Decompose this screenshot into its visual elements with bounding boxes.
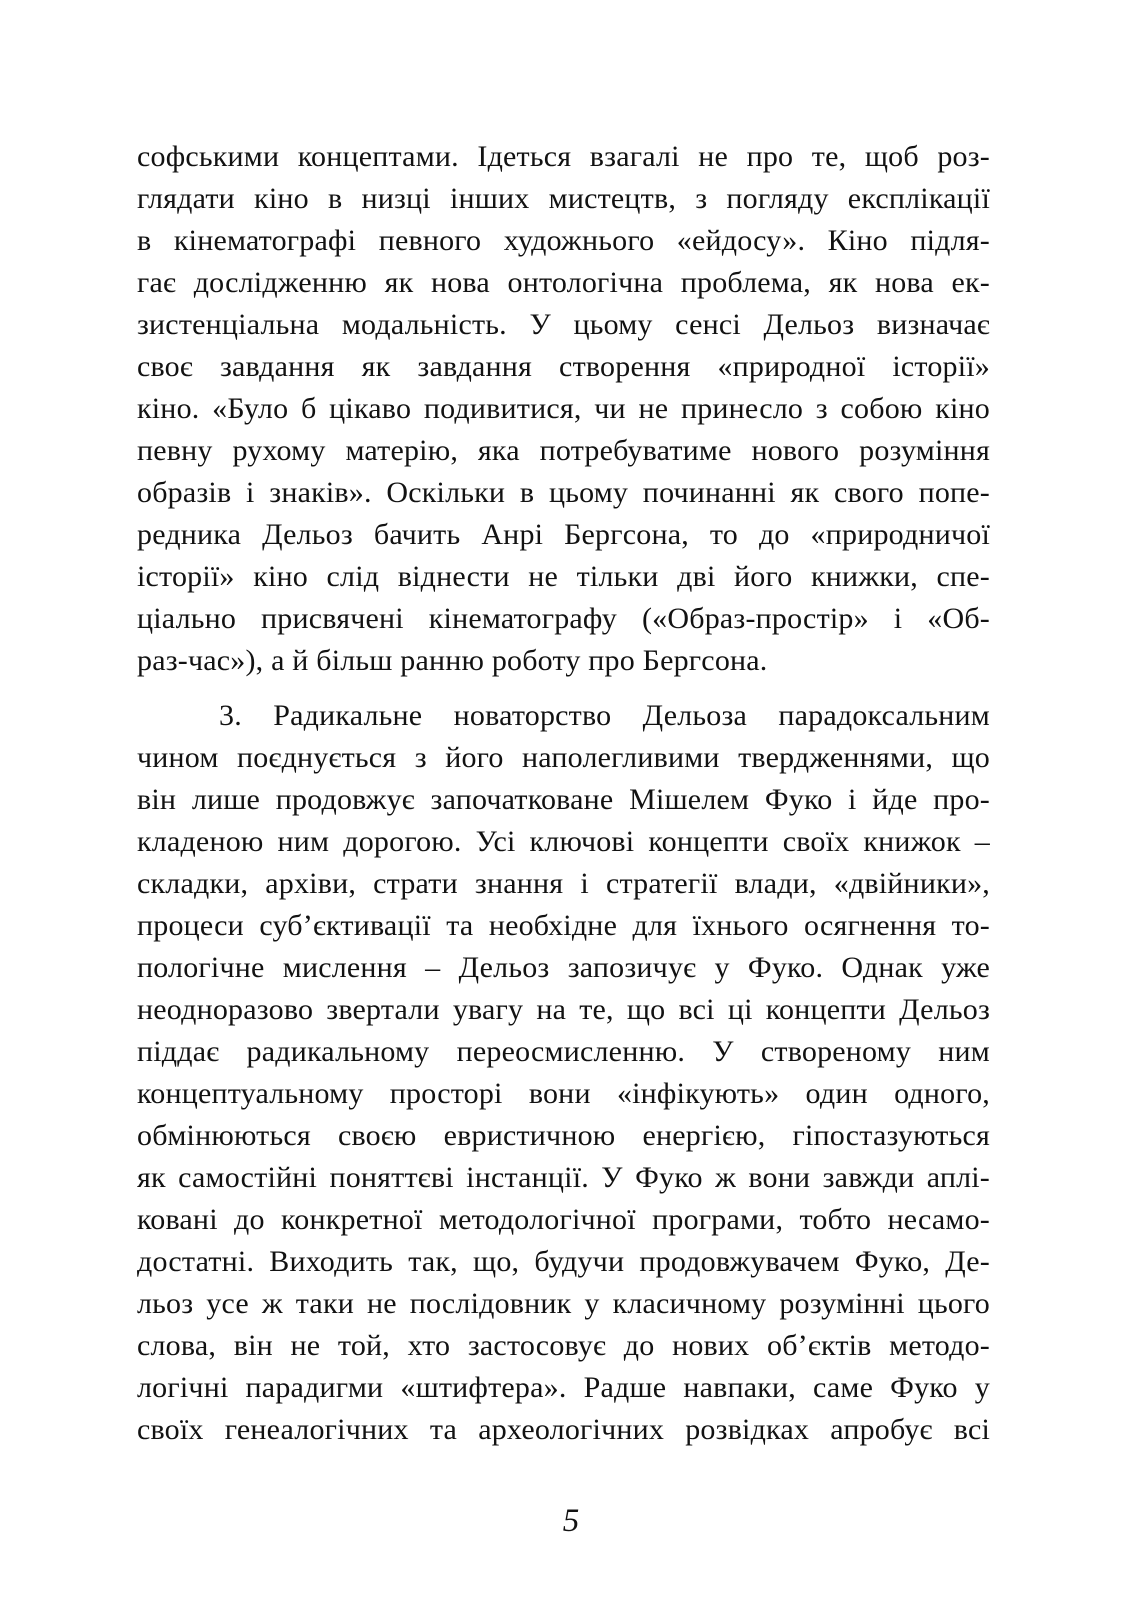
- text-line: достатні. Виходить так, що, будучи продовжувачем Фуко, Де-: [137, 1245, 990, 1278]
- text-line: складки, архіви, страти знання і стратегії влади, «двійники»,: [137, 867, 990, 900]
- paragraph-1: [137, 136, 990, 682]
- text-line: ковані до конкретної методологічної програми, тобто несамо-: [137, 1203, 990, 1236]
- text-line: гає дослідженню як нова онтологічна проблема, як нова ек-: [137, 266, 990, 299]
- text-line: кіно. «Було б цікаво подивитися, чи не принесло з собою кіно: [137, 392, 990, 425]
- text-line: зистенціальна модальність. У цьому сенсі Дельоз визначає: [137, 308, 990, 341]
- text-line: пологічне мислення – Дельоз запозичує у Фуко. Однак уже: [137, 951, 990, 984]
- text-line: піддає радикальному переосмисленню. У створеному ним: [137, 1035, 990, 1068]
- text-line: концептуальному просторі вони «інфікують» один одного,: [137, 1077, 990, 1110]
- paragraph-2: [137, 695, 990, 1451]
- text-line: глядати кіно в низці інших мистецтв, з погляду експлікації: [137, 182, 990, 215]
- text-line: в кінематографі певного художнього «ейдосу». Кіно підля-: [137, 224, 990, 257]
- text-line: 3. Радикальне новаторство Дельоза парадоксальним: [219, 699, 990, 732]
- text-line: ціально присвячені кінематографу («Образ-простір» і «Об-: [137, 602, 990, 635]
- text-line: кладеною ним дорогою. Усі ключові концепти своїх книжок –: [137, 825, 990, 858]
- text-line: логічні парадигми «штифтера». Радше навпаки, саме Фуко у: [137, 1371, 990, 1404]
- text-line: чином поєднується з його наполегливими твердженнями, що: [137, 741, 990, 774]
- text-line: редника Дельоз бачить Анрі Бергсона, то до «природничої: [137, 518, 990, 551]
- text-line: образів і знаків». Оскільки в цьому починанні як свого попе-: [137, 476, 990, 509]
- text-line: слова, він не той, хто застосовує до нових об’єктів методо-: [137, 1329, 990, 1362]
- text-line: обмінюються своєю евристичною енергією, гіпостазуються: [137, 1119, 990, 1152]
- text-line: своїх генеалогічних та археологічних розвідках апробує всі: [137, 1413, 990, 1446]
- text-line: неодноразово звертали увагу на те, що всі ці концепти Дельоз: [137, 993, 990, 1026]
- text-line: софськими концептами. Ідеться взагалі не про те, щоб роз-: [137, 140, 990, 173]
- text-line: своє завдання як завдання створення «природної історії»: [137, 350, 990, 383]
- text-line: процеси суб’єктивації та необхідне для їхнього осягнення то-: [137, 909, 990, 942]
- text-line: певну рухому матерію, яка потребуватиме нового розуміння: [137, 434, 990, 467]
- page-number: 5: [562, 1503, 580, 1539]
- text-line: історії» кіно слід віднести не тільки дві його книжки, спе-: [137, 560, 990, 593]
- text-block: [137, 136, 990, 1451]
- text-line: льоз усе ж таки не послідовник у класичному розумінні цього: [137, 1287, 990, 1320]
- text-line: раз-час»), а й більш ранню роботу про Бергсона.: [137, 644, 768, 677]
- text-line: як самостійні поняттєві інстанції. У Фуко ж вони завжди аплі-: [137, 1161, 990, 1194]
- text-line: він лише продовжує започатковане Мішелем Фуко і йде про-: [137, 783, 990, 816]
